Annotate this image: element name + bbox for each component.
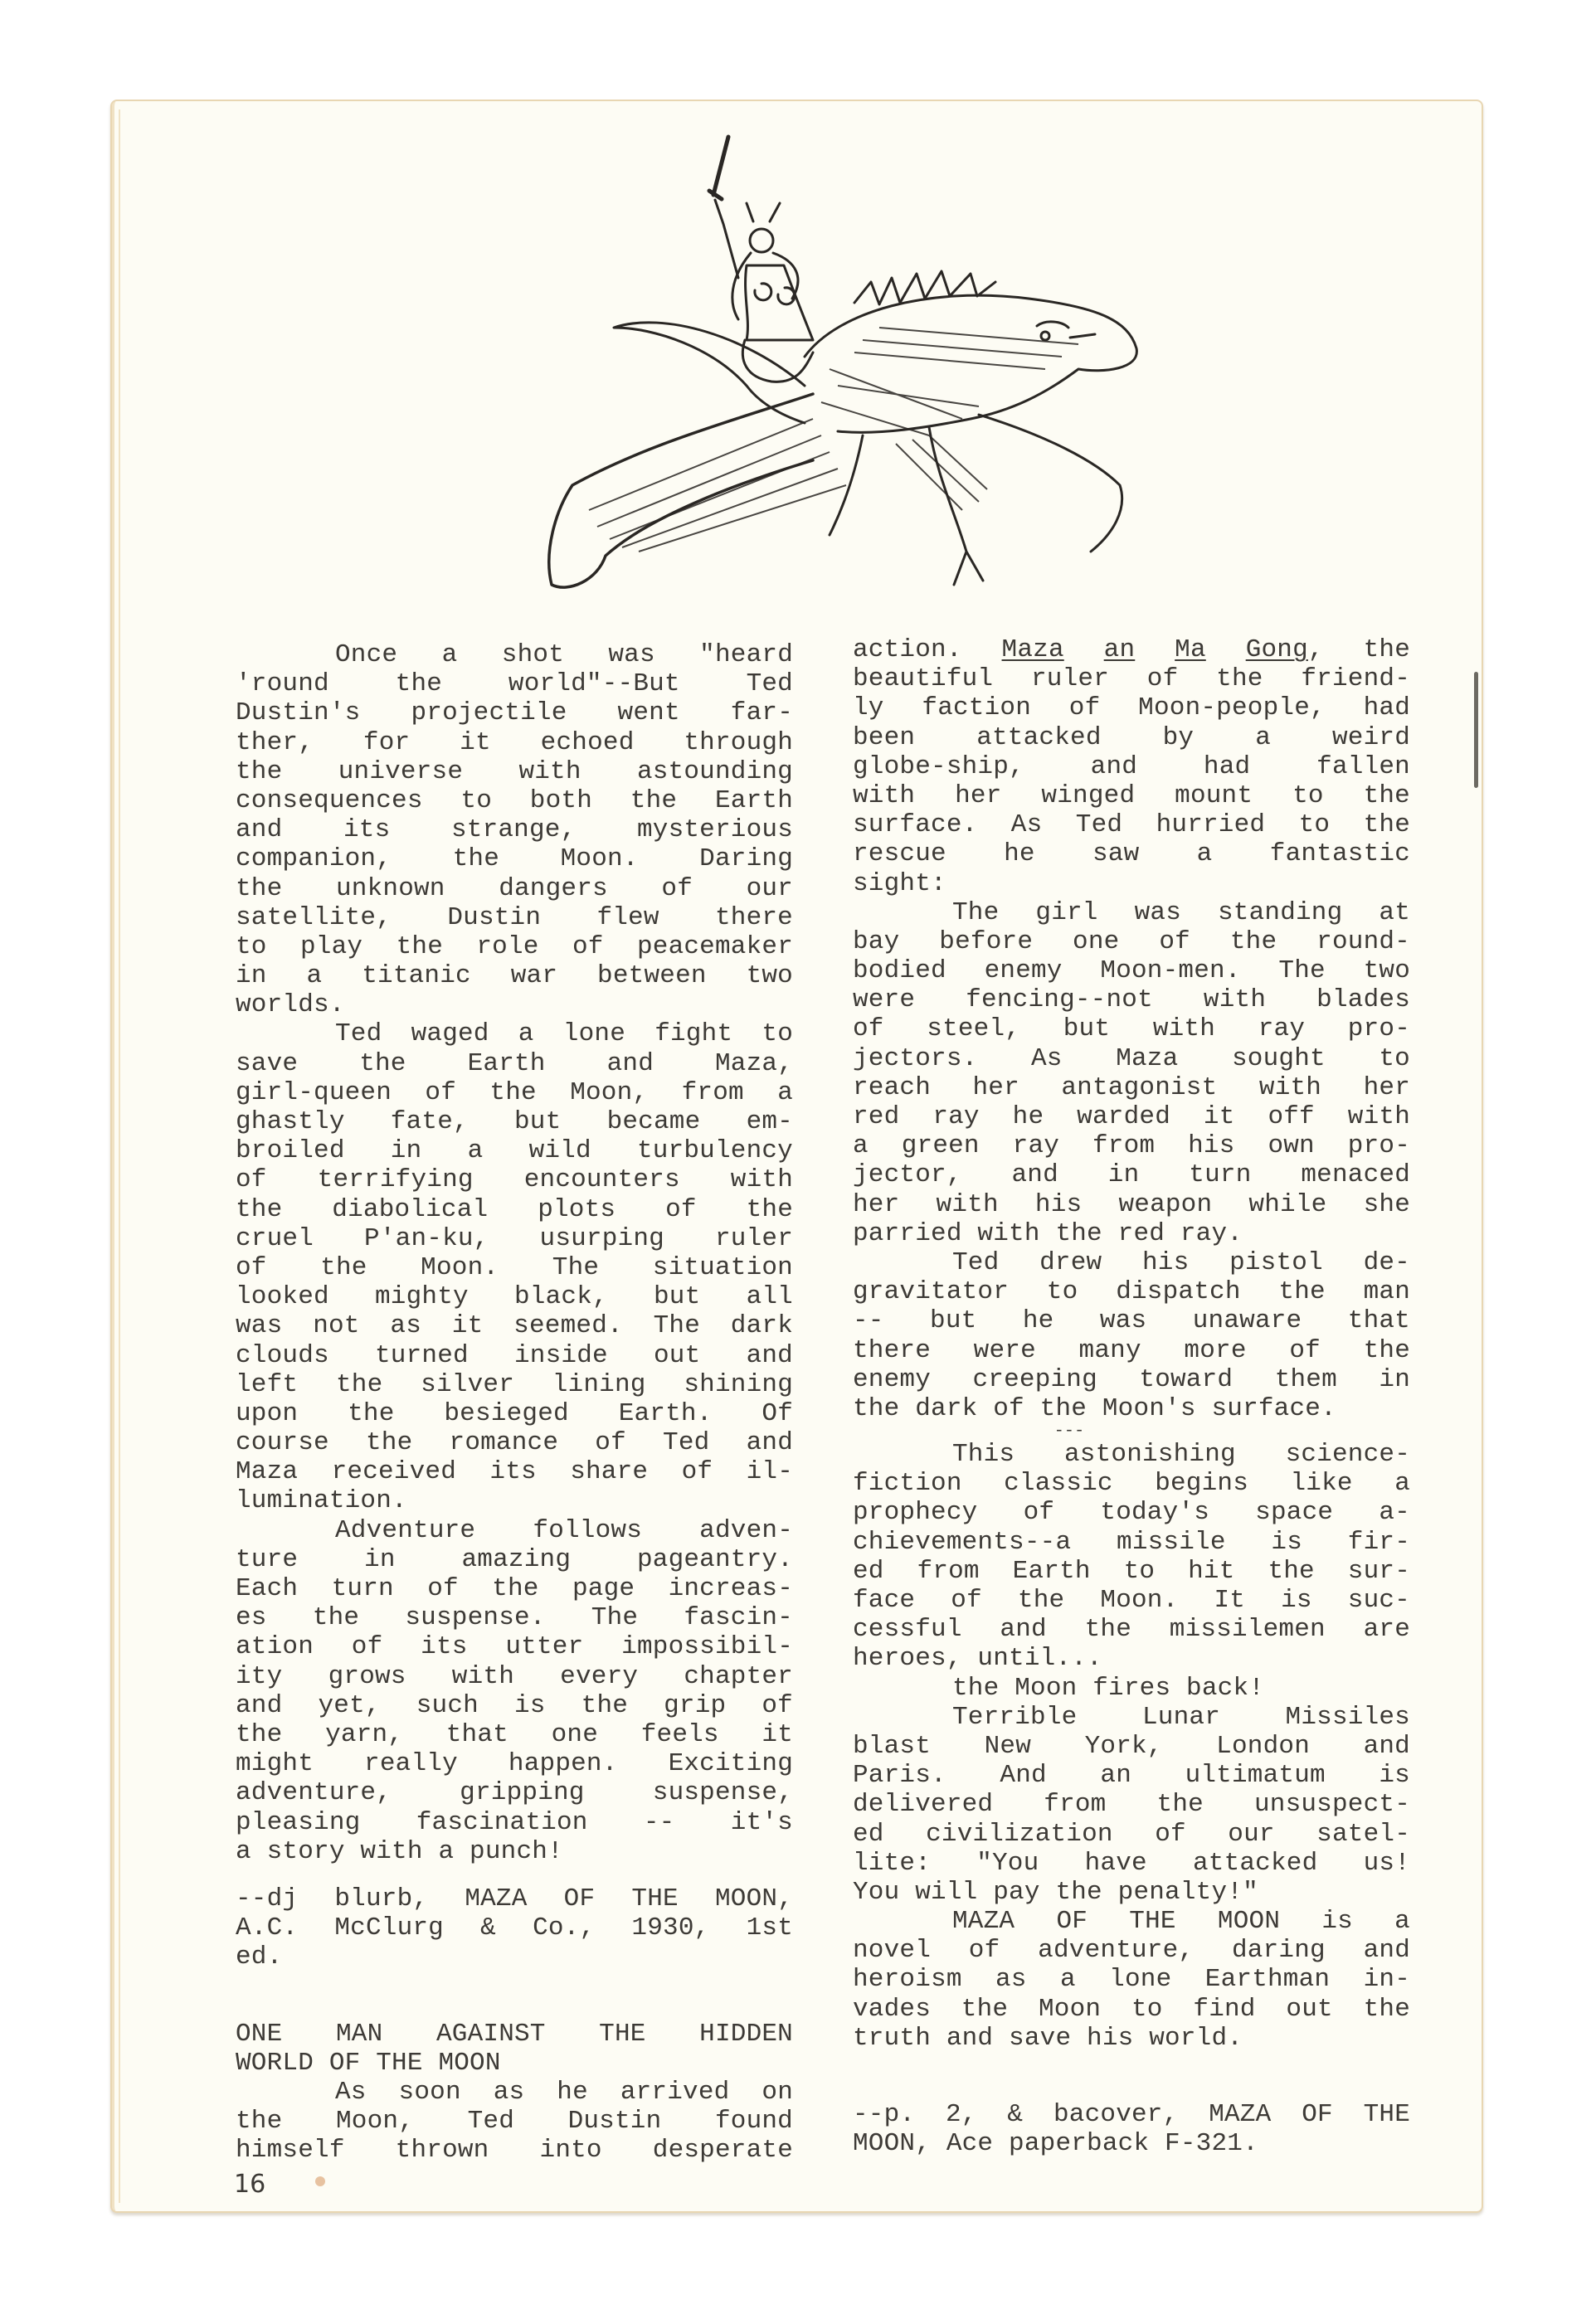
paragraph-lunar-missiles bbox=[853, 1703, 1410, 1907]
paper-stain bbox=[315, 2176, 325, 2186]
text-line: the dark of the Moon's surface. bbox=[853, 1393, 1336, 1423]
text-line: the unknown dangers of our bbox=[236, 873, 793, 903]
text-line: ed. bbox=[236, 1942, 283, 1972]
text-line: ture in amazing pageantry. bbox=[236, 1544, 793, 1574]
text-line: Paris. And an ultimatum is bbox=[853, 1761, 1410, 1791]
text-line: of terrifying encounters with bbox=[236, 1165, 793, 1195]
text-line: As soon as he arrived on bbox=[335, 2078, 793, 2107]
text-line: --p. 2, & bacover, MAZA OF THE bbox=[853, 2100, 1410, 2130]
staple bbox=[1474, 672, 1478, 788]
text-line: delivered from the unsuspect- bbox=[853, 1790, 1410, 1820]
illustration-icon bbox=[465, 120, 1178, 618]
page-number: 16 bbox=[234, 2170, 266, 2199]
text-line: heroes, until... bbox=[853, 1644, 1102, 1674]
maza-name-last bbox=[1246, 635, 1410, 664]
text-line: Maza received its share of il- bbox=[236, 1457, 793, 1487]
text-line: the diabolical plots of the bbox=[236, 1194, 793, 1224]
text-line: girl-queen of the Moon, from a bbox=[236, 1077, 793, 1107]
text-line: blast New York, London and bbox=[853, 1731, 1410, 1761]
text-line: a green ray from his own pro- bbox=[853, 1131, 1410, 1161]
maza-name-word: Ma bbox=[1175, 635, 1206, 664]
text-line: worlds. bbox=[236, 990, 345, 1020]
text-line: of steel, but with ray pro- bbox=[853, 1014, 1410, 1044]
text-line: cessful and the missilemen are bbox=[853, 1615, 1410, 1645]
text-line: with her winged mount to the bbox=[853, 780, 1410, 810]
text-line: 'round the world"--But Ted bbox=[236, 669, 793, 699]
text-line: ed from Earth to hit the sur- bbox=[853, 1556, 1410, 1586]
source-citation-dj-blurb bbox=[236, 1884, 793, 1972]
right-column bbox=[853, 635, 1410, 2159]
text-line: consequences to both the Earth bbox=[236, 785, 793, 815]
text-line: and yet, such is the grip of bbox=[236, 1690, 793, 1720]
text-line: adventure, gripping suspense, bbox=[236, 1778, 793, 1808]
maza-name-word: an bbox=[1103, 635, 1136, 664]
text-line: the yarn, that one feels it bbox=[236, 1719, 793, 1749]
heading-line: ONE MAN AGAINST THE HIDDEN bbox=[236, 2019, 793, 2049]
text-line: pleasing fascination -- it's bbox=[236, 1807, 793, 1837]
text-line: ity grows with every chapter bbox=[236, 1661, 793, 1691]
text-line: Each turn of the page increas- bbox=[236, 1574, 793, 1603]
text-line: there were many more of the bbox=[853, 1335, 1410, 1365]
text-line: her with his weapon while she bbox=[853, 1189, 1410, 1219]
text-line: A.C. McClurg & Co., 1930, 1st bbox=[236, 1913, 793, 1943]
text-line: prophecy of today's space a- bbox=[853, 1498, 1410, 1528]
text-line: novel of adventure, daring and bbox=[853, 1936, 1410, 1966]
text-line: Dustin's projectile went far- bbox=[236, 698, 793, 728]
text-line: Terrible Lunar Missiles bbox=[952, 1702, 1410, 1732]
text-line: of the Moon. The situation bbox=[236, 1252, 793, 1282]
text-line: satellite, Dustin flew there bbox=[236, 902, 793, 932]
text-line: heroism as a lone Earthman in- bbox=[853, 1965, 1410, 1995]
text-line: broiled in a wild turbulency bbox=[236, 1136, 793, 1166]
text-line: looked mighty black, but all bbox=[236, 1282, 793, 1312]
text-line: cruel P'an-ku, usurping ruler bbox=[236, 1223, 793, 1253]
paragraph-ted-waged bbox=[236, 1019, 793, 1515]
text-line: sight: bbox=[853, 868, 946, 898]
text-line: left the silver lining shining bbox=[236, 1369, 793, 1399]
text-line: globe-ship, and had fallen bbox=[853, 751, 1410, 781]
paragraph-as-soon-as bbox=[236, 2078, 793, 2166]
text-line: --dj blurb, MAZA OF THE MOON, bbox=[236, 1884, 793, 1913]
text-line: MAZA OF THE MOON is a bbox=[952, 1907, 1410, 1937]
source-citation-ace-paperback bbox=[853, 2100, 1410, 2158]
text-line: in a titanic war between two bbox=[236, 961, 793, 991]
text-line-moon-fires-back: the Moon fires back! bbox=[952, 1673, 1265, 1703]
text-line: vades the Moon to find out the bbox=[853, 1994, 1410, 2024]
paragraph-intro bbox=[236, 640, 793, 1019]
text-line: jector, and in turn menaced bbox=[853, 1160, 1410, 1190]
text-line: and its strange, mysterious bbox=[236, 815, 793, 845]
text-line: red ray he warded it off with bbox=[853, 1102, 1410, 1131]
text-line: course the romance of Ted and bbox=[236, 1428, 793, 1458]
maza-name-word: Gong bbox=[1245, 635, 1308, 664]
text-fragment: action. bbox=[853, 635, 962, 664]
left-column bbox=[236, 640, 793, 2166]
text-line: This astonishing science- bbox=[952, 1440, 1410, 1470]
text-line: Ted waged a lone fight to bbox=[335, 1019, 793, 1049]
text-line: himself thrown into desperate bbox=[236, 2136, 793, 2166]
text-line: ation of its utter impossibil- bbox=[236, 1632, 793, 1662]
text-line: fiction classic begins like a bbox=[853, 1469, 1410, 1499]
section-heading bbox=[236, 2020, 793, 2078]
text-line: rescue he saw a fantastic bbox=[853, 839, 1410, 869]
text-line: beautiful ruler of the friend- bbox=[853, 664, 1410, 694]
text-line: enemy creeping toward them in bbox=[853, 1364, 1410, 1394]
text-line: companion, the Moon. Daring bbox=[236, 844, 793, 874]
paragraph-maza-novel bbox=[853, 1907, 1410, 2053]
text-line: Adventure follows adven- bbox=[335, 1515, 793, 1545]
text-line: ghastly fate, but became em- bbox=[236, 1107, 793, 1136]
text-line: lite: "You have attacked us! bbox=[853, 1848, 1410, 1878]
text-line: a story with a punch! bbox=[236, 1836, 563, 1866]
text-line: -- but he was unaware that bbox=[853, 1306, 1410, 1336]
text-line: bodied enemy Moon-men. The two bbox=[853, 956, 1410, 986]
text-line: The girl was standing at bbox=[952, 897, 1410, 927]
text-line: upon the besieged Earth. Of bbox=[236, 1398, 793, 1428]
text-line: truth and save his world. bbox=[853, 2023, 1243, 2053]
text-line: was not as it seemed. The dark bbox=[236, 1311, 793, 1341]
paragraph-girl-standing bbox=[853, 898, 1410, 1248]
paragraph-astonishing bbox=[853, 1440, 1410, 1674]
text-line: parried with the red ray. bbox=[853, 1218, 1243, 1248]
text-line: were fencing--not with blades bbox=[853, 985, 1410, 1015]
text-line: chievements--a missile is fir- bbox=[853, 1527, 1410, 1557]
text-line: the universe with astounding bbox=[236, 756, 793, 786]
text-line: You will pay the penalty!" bbox=[853, 1877, 1258, 1907]
section-divider: --- bbox=[1053, 1422, 1085, 1442]
text-line: ther, for it echoed through bbox=[236, 727, 793, 757]
paragraph-ted-drew bbox=[853, 1248, 1410, 1423]
paragraph-adventure bbox=[236, 1516, 793, 1866]
text-line: ed civilization of our satel- bbox=[853, 1819, 1410, 1849]
text-line: Once a shot was "heard bbox=[335, 640, 793, 669]
text-line: the Moon, Ted Dustin found bbox=[236, 2107, 793, 2137]
page-edge bbox=[119, 109, 123, 2203]
text-line: face of the Moon. It is suc- bbox=[853, 1586, 1410, 1615]
text-line bbox=[853, 635, 1410, 664]
text-line: ly faction of Moon-people, had bbox=[853, 693, 1410, 723]
text-line: reach her antagonist with her bbox=[853, 1072, 1410, 1102]
text-line: bay before one of the round- bbox=[853, 926, 1410, 956]
text-fragment: , the bbox=[1307, 635, 1411, 664]
heading-line: WORLD OF THE MOON bbox=[236, 2048, 501, 2078]
maza-name-word: Maza bbox=[1001, 635, 1064, 664]
text-line: lumination. bbox=[236, 1486, 407, 1516]
text-line: to play the role of peacemaker bbox=[236, 931, 793, 961]
paragraph-maza-an-ma-gong bbox=[853, 635, 1410, 898]
text-line: jectors. As Maza sought to bbox=[853, 1043, 1410, 1073]
text-line: es the suspense. The fascin- bbox=[236, 1603, 793, 1633]
text-line: been attacked by a weird bbox=[853, 722, 1410, 752]
text-line: surface. As Ted hurried to the bbox=[853, 810, 1410, 840]
text-line: gravitator to dispatch the man bbox=[853, 1277, 1410, 1307]
text-line: MOON, Ace paperback F-321. bbox=[853, 2129, 1258, 2159]
text-line: clouds turned inside out and bbox=[236, 1340, 793, 1370]
text-line: save the Earth and Maza, bbox=[236, 1048, 793, 1078]
text-line: might really happen. Exciting bbox=[236, 1749, 793, 1779]
text-line: Ted drew his pistol de- bbox=[952, 1247, 1410, 1277]
